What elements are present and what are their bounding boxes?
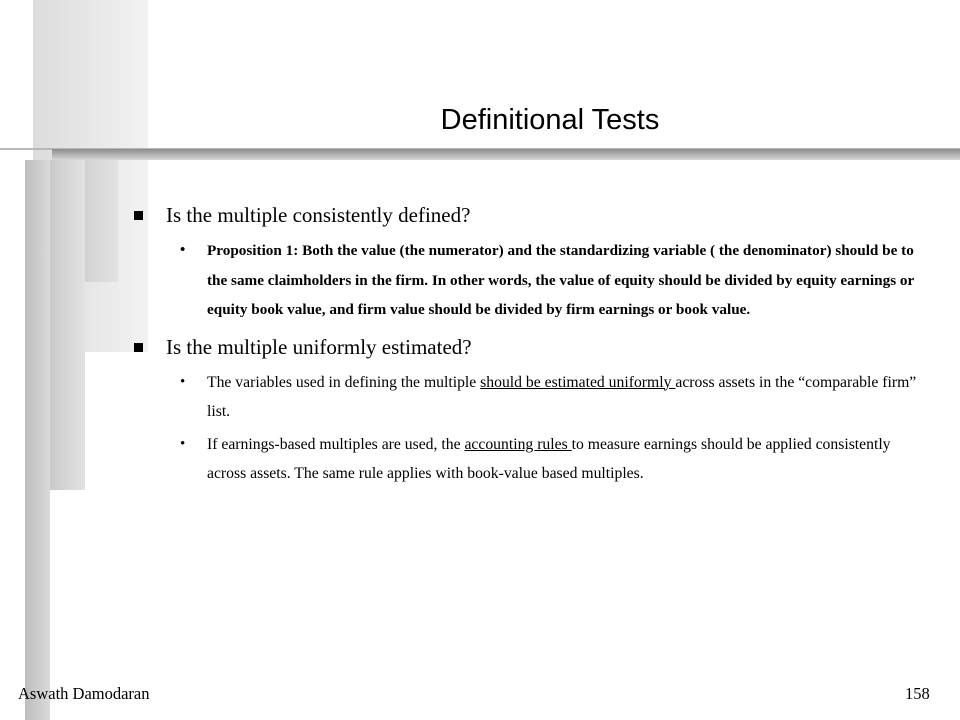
decor-bar: [47, 160, 85, 490]
bullet-text: Proposition 1: Both the value (the numerator) and the standardizing variable ( the denominator) should be to the same claimholders in the firm. In other words, the value of equity should be divided by equity earnings or equity book value, and firm value should be divided by firm earnings or book value.: [207, 242, 914, 318]
square-bullet-icon: [134, 343, 143, 352]
section-heading-text: Is the multiple uniformly estimated?: [166, 334, 472, 359]
bullet-text-underlined: should be estimated uniformly: [480, 373, 676, 391]
slide-title: Definitional Tests: [440, 104, 660, 136]
bullet-item: [132, 368, 932, 426]
square-bullet-icon: [134, 211, 143, 220]
title-rule-shadow: [52, 149, 960, 160]
dot-bullet-icon: •: [180, 242, 186, 258]
bullet-item: [132, 430, 932, 488]
footer-author: Aswath Damodaran: [18, 684, 150, 703]
dot-bullet-icon: •: [180, 435, 186, 452]
section-heading-text: Is the multiple consistently defined?: [166, 203, 471, 227]
bullet-text-tail: across assets in the “comparable firm” list.: [207, 373, 917, 420]
dot-bullet-icon: •: [180, 373, 186, 390]
section-heading: [132, 334, 932, 360]
bullet-text-tail: to measure earnings should be applied consistently across assets. The same rule applies with book-value based multiples.: [207, 435, 891, 482]
decor-bar: [25, 160, 50, 720]
section-heading: [132, 202, 932, 228]
slide-body: [132, 202, 932, 492]
bullet-text-lead: The variables used in defining the multiple: [207, 373, 481, 391]
page-number: 158: [905, 684, 930, 703]
bullet-text-lead: If earnings-based multiples are used, the: [207, 435, 465, 453]
bullet-text-underlined: accounting rules: [464, 435, 572, 453]
bullet-item: [132, 236, 932, 325]
